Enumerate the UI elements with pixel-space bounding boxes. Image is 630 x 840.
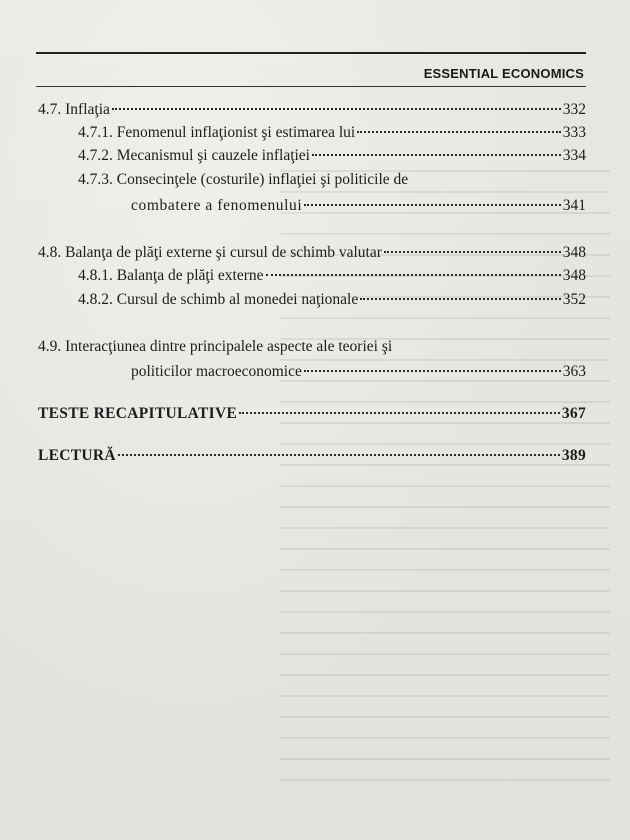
dot-leader xyxy=(304,204,560,206)
dot-leader xyxy=(118,454,560,456)
toc-entry-4-7-2 xyxy=(78,146,586,166)
toc-label: combatere a fenomenului xyxy=(131,197,303,214)
toc-page-number: 363 xyxy=(562,363,586,380)
toc-entry-4-7-3-line1: 4.7.3. Consecinţele (costurile) inflaţiei şi politicile de xyxy=(78,171,409,188)
toc-label: 4.8. Balanţa de plăţi externe şi cursul de schimb valutar xyxy=(38,244,382,261)
toc-entry-4-8-2 xyxy=(78,290,586,310)
toc-page-number: 352 xyxy=(562,291,586,308)
toc-label: 4.7.2. Mecanismul şi cauzele inflaţiei xyxy=(78,147,310,164)
toc-page-number: 389 xyxy=(561,447,586,464)
toc-label: 4.8.2. Cursul de schimb al monedei naţionale xyxy=(78,291,359,308)
toc-page-number: 334 xyxy=(562,147,586,164)
toc-page-number: 348 xyxy=(562,267,586,284)
toc-entry-4-9 xyxy=(131,362,586,382)
dot-leader xyxy=(357,131,561,133)
toc-label: 4.7.1. Fenomenul inflaţionist şi estimarea lui xyxy=(78,124,356,141)
toc-entry-4-9-line1: 4.9. Interacţiunea dintre principalele aspecte ale teoriei şi xyxy=(38,338,393,355)
toc-entry-4-7-3 xyxy=(131,196,586,216)
toc-page-number: 341 xyxy=(562,197,586,214)
toc-entry-4-8 xyxy=(38,243,586,263)
dot-leader xyxy=(304,370,561,372)
toc-label: TESTE RECAPITULATIVE xyxy=(38,405,238,422)
toc-page-number: 348 xyxy=(562,244,586,261)
toc-label: politicilor macroeconomice xyxy=(131,363,302,380)
toc-label: 4.7. Inflaţia xyxy=(38,101,110,118)
toc-label: 4.8.1. Balanţa de plăţi externe xyxy=(78,267,264,284)
toc-page-number: 332 xyxy=(562,101,586,118)
toc-entry-4-7-1 xyxy=(78,123,586,143)
dot-leader xyxy=(360,298,561,300)
toc-page-number: 367 xyxy=(561,405,586,422)
dot-leader xyxy=(312,154,561,156)
dot-leader xyxy=(384,251,561,253)
dot-leader xyxy=(266,274,561,276)
toc-page-number: 333 xyxy=(562,124,586,141)
toc-entry-4-7 xyxy=(38,100,586,120)
toc-label: LECTURĂ xyxy=(38,447,116,464)
running-header-title: ESSENTIAL ECONOMICS xyxy=(423,66,584,81)
dot-leader xyxy=(112,108,561,110)
toc-entry-4-8-1 xyxy=(78,266,586,286)
dot-leader xyxy=(239,412,560,414)
toc-entry-teste xyxy=(38,404,586,424)
toc-entry-lectura xyxy=(38,446,586,466)
